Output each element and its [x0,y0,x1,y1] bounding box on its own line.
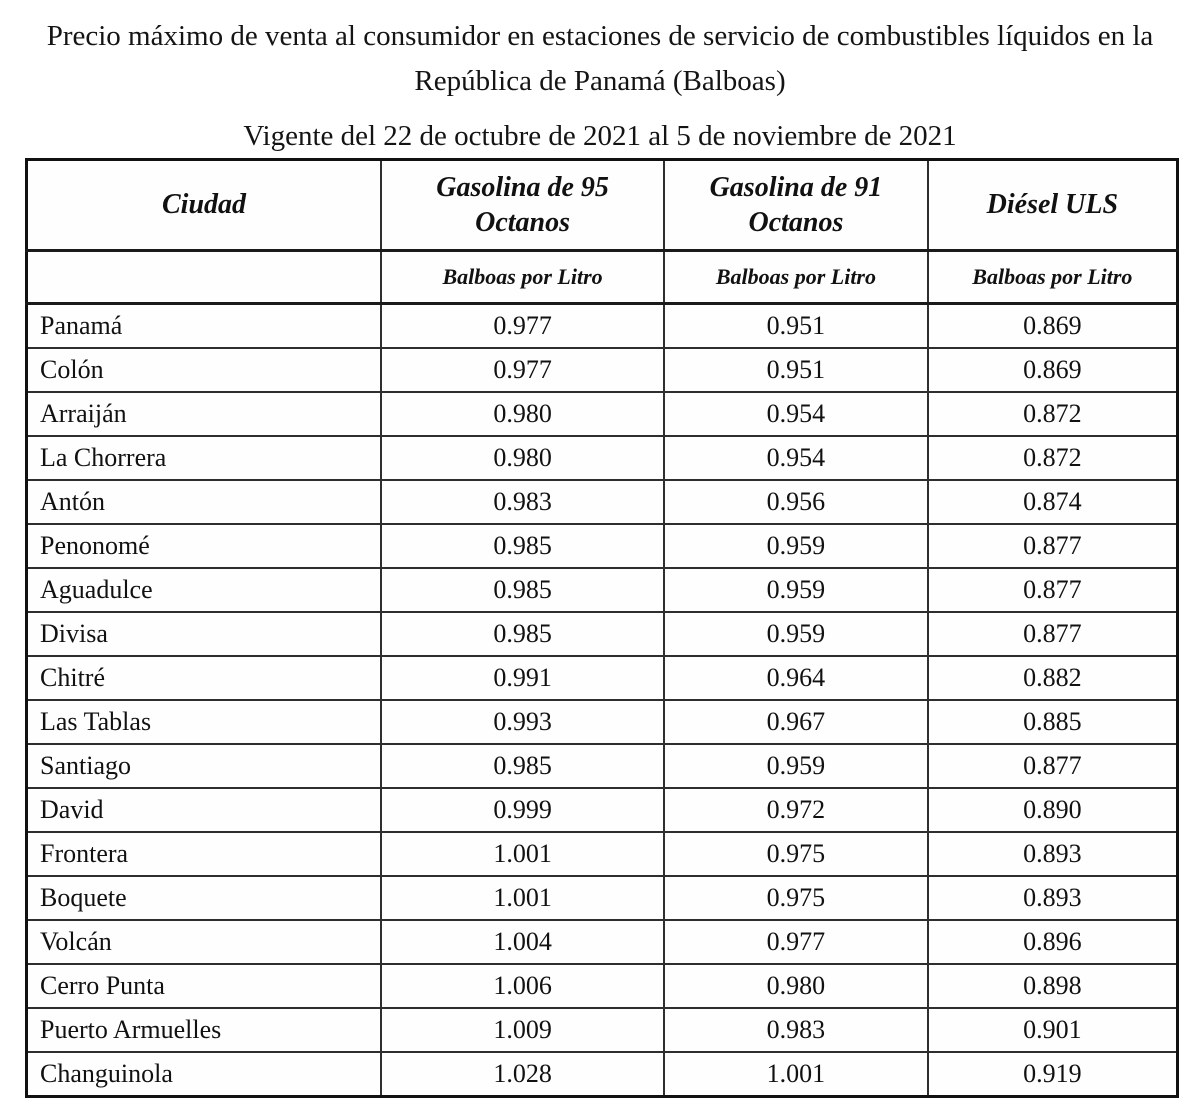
unit-cell-empty [27,250,382,303]
price-cell-g91: 0.951 [664,303,928,348]
page-title: Precio máximo de venta al consumidor en estaciones de servicio de combustibles líquidos en la República de Panamá (Balboas) [46,20,1154,97]
price-cell-g95: 0.983 [381,480,664,524]
price-cell-g95: 0.980 [381,392,664,436]
city-cell: Boquete [27,876,382,920]
city-cell: Panamá [27,303,382,348]
price-cell-g91: 0.967 [664,700,928,744]
column-header-diesel-uls: Diésel ULS [928,159,1178,250]
price-cell-g95: 0.991 [381,656,664,700]
city-cell: La Chorrera [27,436,382,480]
city-cell: Puerto Armuelles [27,1008,382,1052]
price-cell-g95: 0.977 [381,303,664,348]
price-cell-g91: 0.983 [664,1008,928,1052]
unit-cell-diesel: Balboas por Litro [928,250,1178,303]
table-row [27,524,1178,568]
price-cell-diesel: 0.877 [928,744,1178,788]
price-cell-g95: 1.001 [381,876,664,920]
unit-cell-g91: Balboas por Litro [664,250,928,303]
price-cell-diesel: 0.869 [928,303,1178,348]
price-cell-g91: 0.959 [664,744,928,788]
price-cell-g95: 1.004 [381,920,664,964]
city-cell: Aguadulce [27,568,382,612]
table-row [27,348,1178,392]
price-cell-g91: 0.975 [664,876,928,920]
price-cell-diesel: 0.885 [928,700,1178,744]
price-cell-diesel: 0.901 [928,1008,1178,1052]
city-cell: Chitré [27,656,382,700]
column-header-gasolina-95: Gasolina de 95 Octanos [381,159,664,250]
table-row [27,920,1178,964]
table-header-row [27,159,1178,250]
price-cell-diesel: 0.898 [928,964,1178,1008]
price-cell-g91: 0.959 [664,568,928,612]
price-cell-g95: 0.980 [381,436,664,480]
price-cell-g95: 0.985 [381,744,664,788]
table-row [27,392,1178,436]
city-cell: Santiago [27,744,382,788]
price-cell-g95: 0.985 [381,568,664,612]
table-row [27,612,1178,656]
price-cell-g95: 1.009 [381,1008,664,1052]
table-row [27,303,1178,348]
table-row [27,1008,1178,1052]
price-cell-g95: 0.977 [381,348,664,392]
table-row [27,656,1178,700]
price-cell-g91: 0.975 [664,832,928,876]
column-header-gasolina-91: Gasolina de 91 Octanos [664,159,928,250]
price-cell-diesel: 0.893 [928,832,1178,876]
city-cell: Penonomé [27,524,382,568]
price-cell-diesel: 0.872 [928,392,1178,436]
table-row [27,700,1178,744]
table-row [27,832,1178,876]
table-row [27,436,1178,480]
page-subtitle: Vigente del 22 de octubre de 2021 al 5 de noviembre de 2021 [243,119,957,152]
price-cell-g91: 0.959 [664,612,928,656]
price-cell-g95: 1.028 [381,1052,664,1097]
table-row [27,1052,1178,1097]
price-cell-diesel: 0.872 [928,436,1178,480]
price-cell-diesel: 0.896 [928,920,1178,964]
price-cell-g91: 0.980 [664,964,928,1008]
price-cell-diesel: 0.919 [928,1052,1178,1097]
price-cell-diesel: 0.877 [928,612,1178,656]
price-cell-g95: 0.999 [381,788,664,832]
city-cell: Arraiján [27,392,382,436]
price-cell-g91: 1.001 [664,1052,928,1097]
price-cell-g95: 0.993 [381,700,664,744]
fuel-prices-table [25,158,1179,1098]
price-cell-g95: 0.985 [381,524,664,568]
table-row [27,744,1178,788]
city-cell: Cerro Punta [27,964,382,1008]
city-cell: David [27,788,382,832]
city-cell: Changuinola [27,1052,382,1097]
city-cell: Las Tablas [27,700,382,744]
table-units-row [27,250,1178,303]
table-row [27,788,1178,832]
city-cell: Colón [27,348,382,392]
price-cell-g91: 0.964 [664,656,928,700]
price-cell-diesel: 0.874 [928,480,1178,524]
table-row [27,964,1178,1008]
table-row [27,480,1178,524]
price-cell-g95: 1.001 [381,832,664,876]
price-cell-g91: 0.956 [664,480,928,524]
column-header-ciudad: Ciudad [27,159,382,250]
city-cell: Volcán [27,920,382,964]
price-cell-g95: 1.006 [381,964,664,1008]
price-cell-g91: 0.959 [664,524,928,568]
price-cell-g91: 0.954 [664,436,928,480]
price-cell-diesel: 0.877 [928,524,1178,568]
price-cell-diesel: 0.893 [928,876,1178,920]
city-cell: Divisa [27,612,382,656]
table-row [27,568,1178,612]
price-cell-g91: 0.977 [664,920,928,964]
city-cell: Frontera [27,832,382,876]
price-cell-g95: 0.985 [381,612,664,656]
city-cell: Antón [27,480,382,524]
price-cell-g91: 0.972 [664,788,928,832]
table-row [27,876,1178,920]
table-body [27,303,1178,1096]
price-cell-diesel: 0.890 [928,788,1178,832]
price-cell-diesel: 0.877 [928,568,1178,612]
price-cell-g91: 0.954 [664,392,928,436]
price-cell-g91: 0.951 [664,348,928,392]
price-cell-diesel: 0.869 [928,348,1178,392]
price-cell-diesel: 0.882 [928,656,1178,700]
unit-cell-g95: Balboas por Litro [381,250,664,303]
